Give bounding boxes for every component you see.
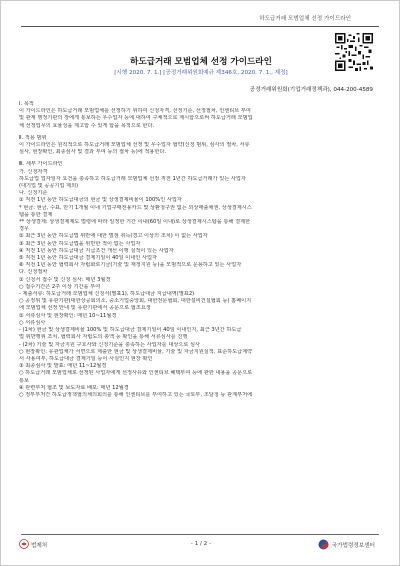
header-rule <box>21 26 379 27</box>
body-line: ④ 관련부처 협조 및 보도자료 배포: 매년 12월경 <box>19 384 129 391</box>
body-line: 체 선정업무의 효율성을 제고함 수 있게 함을 목적으로 한다. <box>19 122 155 129</box>
law-center-emblem-icon <box>318 539 329 550</box>
body-line: 이 가이드라인은 하도급거래 모범업체를 선정하기 위하여 신청자격, 선정기준, 선정절차, 인센티브 부여 <box>19 108 251 115</box>
body-line: ⑥ 직전 1년 동안 협력회사 자립화로기금(기술 및 재정지원 등)을 모범적으로 운용하고 있는 사업자 <box>19 262 242 269</box>
body-line: - 제출서류: 하도급거래 모범업체 신청서(별표1), 하도급대금 지급내역(별표2) <box>19 291 195 298</box>
body-line: 하도급업 업자일자 요건을 충족하고 하도급거래 모범업체 선정 직전 1년간 하도급거래가 있는 사업자 <box>19 175 246 182</box>
body-line: ⑤ 직전 1년 동안 하도급대금 결제기일이 40일 이내인 사업자 <box>19 255 157 262</box>
section-heading: Ⅲ. 세부 가이드라인 <box>19 161 63 168</box>
body-line: 템을 통한 결제 <box>19 211 53 218</box>
body-line: ○ 현장확인: 유관업체가 서면으로 제출한 현금 및 상생결제비율, 기술 및 자금지원실적, 표준하도급계약 <box>19 348 253 355</box>
body-line: 이 가이드라인은 원칙적으로 하도급거래 모범업체 선정 및 우수업자 협약(신청 범위, 심사의 절차, 서류 <box>19 142 250 149</box>
section-heading: Ⅰ. 목적 <box>19 101 34 107</box>
body-line: * 현금: 현금, 수표, 만기 1개월 이내 기업구매전용카드 및 상환청구권 없는 외상매출채권, 상생결제시스 <box>19 204 252 211</box>
body-line: ③ 최근 3년 동안 하도급법을 위반한 적이 없는 사업자 <box>19 240 141 247</box>
subsection-heading: 다. 신청절차 <box>19 269 48 276</box>
body-line: 통보 <box>19 377 30 384</box>
body-line: ○ 접수기간은 2주 이상 기간을 부여 <box>19 283 101 290</box>
page-number: - 1 / 2 - <box>190 541 212 547</box>
body-line: 경우 <box>19 226 30 233</box>
body-line: - (1차) 현금 및 상생결제비율 100% 및 하도급대금 결제기일이 40일 이내인지, 최근 3년간 하도급 <box>19 327 242 334</box>
subsection-heading: 나. 신청기준 <box>19 190 48 197</box>
page-footer <box>1 538 400 552</box>
body-line: 법 위반행위 조치, 협력회사 자립도의 총액 등 확인을 통해 서류심사를 진행 <box>19 334 188 341</box>
body-line: ○ 하도급거래 모범업체로 선정된 사업자에게 선정사유와 인센티브 혜택부여 등에 관한 내용을 공문으로 <box>19 370 253 377</box>
document-body <box>19 101 381 399</box>
body-line: 서 사용여부, 하도급대금 결제기일 등이 사실인지 현장 확인 <box>19 355 153 362</box>
body-line: ○ 공정위 및 유관기관(대한상공회의소, 중소기업중앙회, 대한전문협회, 대한설비건설협회 등) 홈페이지 <box>19 298 252 305</box>
subsection-heading: 가. 신청자격 <box>19 168 48 175</box>
body-line: ○ 정부부처간 하도급정책협의체의회의를 통해 인센티브를 부여하고 있는 국토부, 조달청 등 관계부처에 <box>19 391 253 398</box>
running-title: 하도급거래 모범업체 선정 가이드라인 <box>259 16 351 22</box>
body-line: ② 서류심사 및 현장확인: 매년 10~11월경 <box>19 312 117 319</box>
footer-left-text: 법제처 <box>31 543 48 549</box>
footer-right-text: 국가법령정보센터 <box>331 543 375 549</box>
body-line: ○ 서류심사 <box>19 319 46 326</box>
section-heading: Ⅱ. 적용 범위 <box>19 134 47 141</box>
body-line: 심사, 현장확인, 최종심사 및 결과 부여 등의 절차 등)에 적용한다. <box>19 149 167 156</box>
body-line: ③ 최종심사 및 발표: 매년 11~12월경 <box>19 363 107 370</box>
document-title: 하도급거래 모범업체 선정 가이드라인 <box>130 57 272 67</box>
body-line: - (2차) 기술 및 자금지원 구호사와 신청기준을 충족하는 사업자를 대상으로 심사 <box>19 341 201 348</box>
body-line: ② 최근 3년 동안 하도급법 위반에 대한 벌점 취득(경고 이상의 조치) 이 없는 사업자 <box>19 233 208 240</box>
agency-contact: 공정거래위원회(기업거래정책과), 044-200-4589 <box>249 87 373 93</box>
body-line: ① 직전 1년 동안 하도급대금의 현금 및 상생결제비율이 100%인 사업자 <box>19 197 182 204</box>
footer-rule <box>21 534 379 535</box>
enforcement-info-link[interactable]: [시행 2020. 7. 1.] [공정거래위원회예규 제346호, 2020. 7. 1., 제정] <box>114 70 288 76</box>
body-line: ④ 직전 1년 동안 하도급대금 지급조건 개선 이행 실적이 있는 사업자 <box>19 247 174 254</box>
body-line: 에 모범업체 선정 안내 및 유관기관에서 공문으로 협조요청 <box>19 305 151 312</box>
body-line: 및 관계 행정기관의 장에게 통보하는 우수업자 등에 대하여 구체적으로 제시함으로써 하도급거래 모범업 <box>19 115 253 122</box>
body-line: ** 상생결제: 상생결제제도 법령에 따라 일정한 기간 이내(60일 이내)로 상생결제시스템을 통해 결제한 <box>19 219 251 226</box>
body-line: (대기업 및 공공기업 제외) <box>19 183 79 190</box>
body-line: ① 신청서 접수 및 신청 심사: 매년 3월경 <box>19 276 111 283</box>
